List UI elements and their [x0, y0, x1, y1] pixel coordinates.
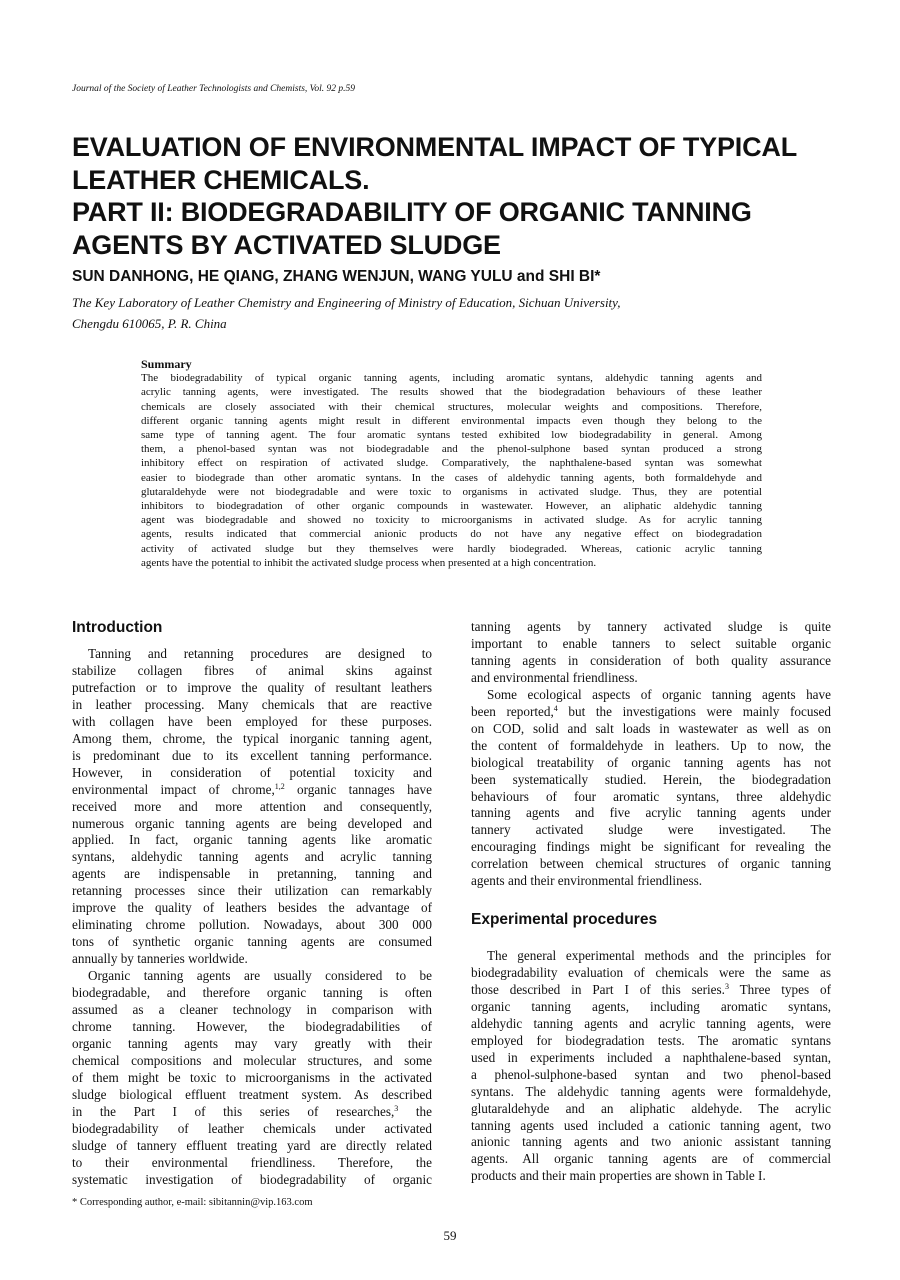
body-line: eliminating chrome pollution. Nowadays, about 300 000	[72, 917, 432, 933]
title-line: AGENTS BY ACTIVATED SLUDGE	[72, 229, 501, 260]
text-run: in the Part I of this series of researches,	[72, 1103, 395, 1119]
body-line: Among them, chrome, the typical inorganic tanning agent,	[72, 730, 432, 746]
summary-line: The biodegradability of typical organic tanning agents, including aromatic syntans, aldehydic tanning agents and	[141, 372, 762, 385]
body-line: assumed as a cleaner technology in comparison with	[72, 1002, 432, 1018]
body-line: tanning agents by tannery activated sludge is quite	[471, 619, 831, 634]
body-line: organic tanning agents may vary greatly with their	[72, 1035, 432, 1051]
body-line: a phenol-sulphone-based syntan and two phenol-based	[471, 1066, 831, 1082]
summary-line: easier to biodegrade than other aromatic syntans. In the cases of aldehydic tanning agents, both formaldehyde and	[141, 471, 762, 484]
summary-line: them, a phenol-based syntan was not biodegradable and the phenol-sulphone based syntan produced a strong	[141, 443, 762, 456]
body-line	[471, 704, 831, 721]
journal-header: Journal of the Society of Leather Technologists and Chemists, Vol. 92 p.59	[72, 84, 356, 94]
body-line: tons of synthetic organic tanning agents are consumed	[72, 934, 432, 950]
body-line: chrome tanning. However, the biodegradabilities of	[72, 1018, 432, 1034]
body-line: numerous organic tanning agents are being developed and	[72, 815, 432, 831]
authors: SUN DANHONG, HE QIANG, ZHANG WENJUN, WANG YULU and SHI BI*	[72, 268, 601, 285]
summary-line: agents, results indicated that commercial anionic products do not have any negative effect on biodegradation	[141, 528, 762, 541]
body-line: tanning agents in consideration of both quality assurance	[471, 652, 831, 668]
introduction-right-column	[471, 619, 831, 890]
paper-title	[72, 131, 842, 261]
affiliation	[72, 292, 620, 334]
body-line: is predominant due to its excellent tanning performance.	[72, 747, 432, 763]
body-line: products and their main properties are shown in Table I.	[471, 1168, 766, 1184]
body-line: the content of formaldehyde in leathers. Up to now, the	[471, 737, 831, 753]
introduction-left-column	[72, 646, 432, 1189]
body-line: on COD, solid and salt loads in wastewater as well as on	[471, 720, 831, 736]
text-run: but the investigations were mainly focused	[557, 703, 831, 719]
summary-line: same type of tanning agent. The four aromatic syntans tested exhibited low biodegradability in general. Among	[141, 429, 762, 442]
experimental-column	[471, 948, 831, 1185]
body-line: applied. In fact, organic tanning agents like aromatic	[72, 832, 432, 848]
summary-section	[141, 357, 762, 570]
body-line: and environmental friendliness.	[471, 669, 638, 685]
body-line: putrefaction or to improve the quality of resultant leathers	[72, 679, 432, 695]
body-line: biodegradability of leather chemicals under activated	[72, 1120, 432, 1136]
body-line: syntans. The aldehydic tanning agents were formaldehyde,	[471, 1083, 831, 1099]
title-line: EVALUATION OF ENVIRONMENTAL IMPACT OF TYPICAL	[72, 132, 797, 162]
summary-heading: Summary	[141, 357, 192, 371]
body-line: biodegradability evaluation of chemicals were the same as	[471, 964, 831, 980]
body-line: agents. All organic tanning agents are of commercial	[471, 1151, 831, 1167]
body-line: chemical compositions and molecular structures, and some	[72, 1052, 432, 1068]
body-line: behaviours of four aromatic syntans, three aldehydic	[471, 788, 831, 804]
summary-line: agent was biodegradable and showed no toxicity to microorganisms in activated sludge. As for acrylic tanning	[141, 514, 762, 527]
citation-ref: 4	[553, 703, 558, 713]
affiliation-line: Chengdu 610065, P. R. China	[72, 316, 227, 331]
body-line: stabilize collagen fibres of animal skins against	[72, 662, 432, 678]
citation-ref: 3	[724, 981, 729, 991]
body-line: correlation between chemical structures of organic tanning	[471, 856, 831, 872]
body-line: to their environmental friendliness. Therefore, the	[72, 1154, 432, 1170]
body-line: in leather processing. Many chemicals that are reactive	[72, 696, 432, 712]
page-number: 59	[443, 1228, 457, 1243]
body-line: agents are indispensable in pretanning, tanning and	[72, 866, 432, 882]
body-line: The general experimental methods and the principles for	[487, 948, 831, 963]
body-line: of them might be toxic to microorganisms in the activated	[72, 1069, 432, 1085]
body-line: sludge biological effluent treatment system. As described	[72, 1086, 432, 1102]
text-run: organic tannages have	[284, 781, 432, 797]
body-line	[72, 1104, 432, 1121]
body-line: with collagen have been employed for these purposes.	[72, 713, 432, 729]
body-line: anionic tanning agents and two anionic assistant tanning	[471, 1134, 831, 1150]
experimental-heading: Experimental procedures	[471, 911, 658, 928]
text-run: environmental impact of chrome,	[72, 781, 275, 797]
body-line: sludge of tannery effluent treating yard are directly related	[72, 1137, 432, 1153]
summary-line: activity of activated sludge but they themselves were hardly biodegraded. Whereas, cationic acrylic tanning	[141, 542, 762, 555]
body-line: organic tanning agents, including aromatic syntans,	[471, 998, 831, 1014]
text-run: been reported,	[471, 703, 554, 719]
body-line: received more and more attention and consequently,	[72, 798, 432, 814]
body-line: annually by tanneries worldwide.	[72, 951, 248, 967]
body-line: retanning processes since their utilization can remarkably	[72, 883, 432, 899]
citation-ref: 3	[394, 1103, 399, 1113]
summary-line: inhibitory effect on respiration of activated sludge. Comparatively, the naphthalene-based syntan was somewhat	[141, 457, 762, 470]
body-line: Some ecological aspects of organic tanning agents have	[487, 686, 831, 702]
summary-line: agents have the potential to inhibit the activated sludge process when presented at a high concentration.	[141, 556, 597, 569]
body-line: Tanning and retanning procedures are designed to	[88, 646, 432, 661]
body-line: aldehydic tanning agents and acrylic tanning agents, were	[471, 1015, 831, 1031]
body-line: encouraging findings might be significant for revealing the	[471, 839, 831, 855]
citation-ref: 1,2	[274, 781, 285, 791]
body-line: glutaraldehyde and an aliphatic aldehyde. The acrylic	[471, 1100, 831, 1116]
body-line: been systematically studied. Herein, the biodegradation	[471, 771, 831, 787]
body-line: important to enable tanners to select suitable organic	[471, 635, 831, 651]
summary-line: different organic tanning agents might result in different environmental impacts even though they belong to the	[141, 414, 762, 427]
body-line: Organic tanning agents are usually considered to be	[88, 968, 432, 984]
text-run: those described in Part I of this series.	[471, 981, 725, 997]
text-run: the	[398, 1103, 432, 1119]
body-line: syntans, aldehydic tanning agents and acrylic tanning	[72, 849, 432, 865]
footnote: * Corresponding author, e-mail: sibitannin@vip.163.com	[72, 1197, 313, 1208]
body-line: However, in consideration of potential toxicity and	[72, 764, 432, 780]
body-line: used in experiments included a naphthalene-based syntan,	[471, 1049, 831, 1065]
body-line: systematic investigation of biodegradability of organic	[72, 1171, 432, 1187]
body-line: biological treatability of organic tanning agents has not	[471, 754, 831, 770]
summary-line: chemicals are closely associated with their chemical structures, molecular weights and compositions. Therefore,	[141, 400, 762, 413]
affiliation-line: The Key Laboratory of Leather Chemistry and Engineering of Ministry of Education, Sichuan University,	[72, 295, 621, 310]
summary-line: inhibitors to biodegradation of other organic compounds in wastewater. However, an aliphatic aldehydic tanning	[141, 500, 762, 513]
summary-line: glutaraldehyde were not biodegradable and were toxic to organisms in activated sludge. Thus, they are potential	[141, 485, 762, 498]
introduction-heading: Introduction	[72, 619, 163, 636]
body-line	[72, 782, 432, 799]
title-line: LEATHER CHEMICALS.	[72, 164, 370, 195]
title-line: PART II: BIODEGRADABILITY OF ORGANIC TANNING	[72, 197, 752, 227]
body-line	[471, 982, 831, 999]
body-line: employed for biodegradation tests. The aromatic syntans	[471, 1032, 831, 1048]
body-line: biodegradable, and therefore organic tanning is often	[72, 985, 432, 1001]
body-line: tanning agents and five acrylic tanning agents under	[471, 805, 831, 821]
body-line: tanning agents used included a cationic tanning agent, two	[471, 1117, 831, 1133]
summary-line: acrylic tanning agents, were investigated. The results showed that the biodegradation behaviours of these leather	[141, 386, 762, 399]
body-line: improve the quality of leathers besides the advantage of	[72, 900, 432, 916]
body-line: tannery activated sludge were investigated. The	[471, 822, 831, 838]
text-run: Three types of	[728, 981, 831, 997]
body-line: agents and their environmental friendliness.	[471, 873, 703, 889]
